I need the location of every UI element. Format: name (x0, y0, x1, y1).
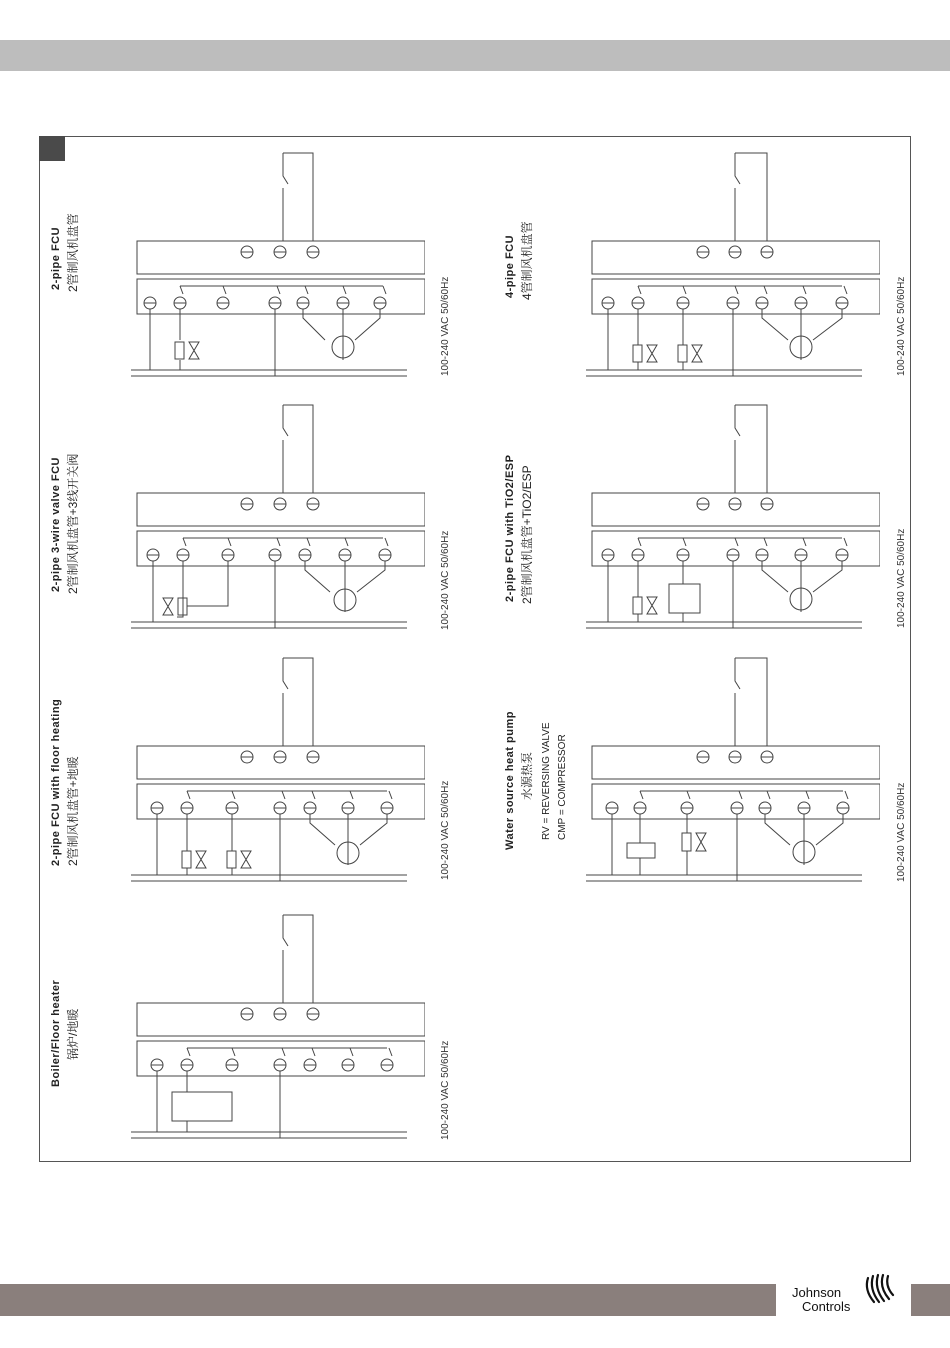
logo-line1: Johnson (792, 1285, 842, 1300)
d2-title-en: 2-pipe 3-wire valve FCU (50, 457, 62, 592)
wiring-diagram-tio2-esp (580, 402, 880, 634)
d1-title-en: 2-pipe FCU (50, 226, 62, 290)
d7-legend-cmp: CMP = COMPRESSOR (557, 734, 568, 840)
d3-voltage: 100-240 VAC 50/60Hz (440, 780, 451, 880)
d5-title-en: 4-pipe FCU (504, 234, 516, 298)
d2-voltage: 100-240 VAC 50/60Hz (440, 530, 451, 630)
d7-legend-rv: RV = REVERSING VALVE (541, 722, 552, 840)
d5-title-cn: 4管制风机盘管 (520, 221, 534, 300)
footer-page-tab (911, 1284, 950, 1316)
wiring-diagram-2pipe-fcu (125, 150, 425, 382)
johnson-controls-logo (792, 1272, 902, 1322)
d1-title-cn: 2管制风机盘管 (66, 213, 80, 292)
wiring-diagram-boiler (125, 912, 425, 1144)
d1-voltage: 100-240 VAC 50/60Hz (440, 276, 451, 376)
d7-title-cn: 水源热泵 (520, 751, 534, 800)
d6-title-cn: 2管制风机盘管+TiO2/ESP (520, 465, 534, 604)
d4-voltage: 100-240 VAC 50/60Hz (440, 1040, 451, 1140)
wiring-diagram-floor-heating (125, 655, 425, 887)
logo-line2: Controls (802, 1299, 851, 1314)
d2-title-cn: 2管制风机盘管+3线开关阀 (66, 453, 80, 594)
header-band (0, 40, 950, 71)
d3-title-en: 2-pipe FCU with floor heating (50, 698, 62, 866)
corner-marker (39, 136, 65, 161)
d4-title-cn: 锅炉/地暖 (66, 1008, 80, 1060)
d5-voltage: 100-240 VAC 50/60Hz (896, 276, 907, 376)
d7-voltage: 100-240 VAC 50/60Hz (896, 782, 907, 882)
wiring-diagram-heat-pump (580, 655, 880, 887)
footer-band (0, 1284, 776, 1316)
d6-title-en: 2-pipe FCU with TiO2/ESP (504, 454, 516, 602)
d6-voltage: 100-240 VAC 50/60Hz (896, 528, 907, 628)
logo-mark-icon (862, 1272, 898, 1306)
wiring-diagram-4pipe-fcu (580, 150, 880, 382)
d3-title-cn: 2管制风机盘管+地暖 (66, 756, 80, 866)
wiring-diagram-3wire-valve (125, 402, 425, 634)
d4-title-en: Boiler/Floor heater (50, 979, 62, 1087)
d7-title-en: Water source heat pump (504, 711, 516, 850)
